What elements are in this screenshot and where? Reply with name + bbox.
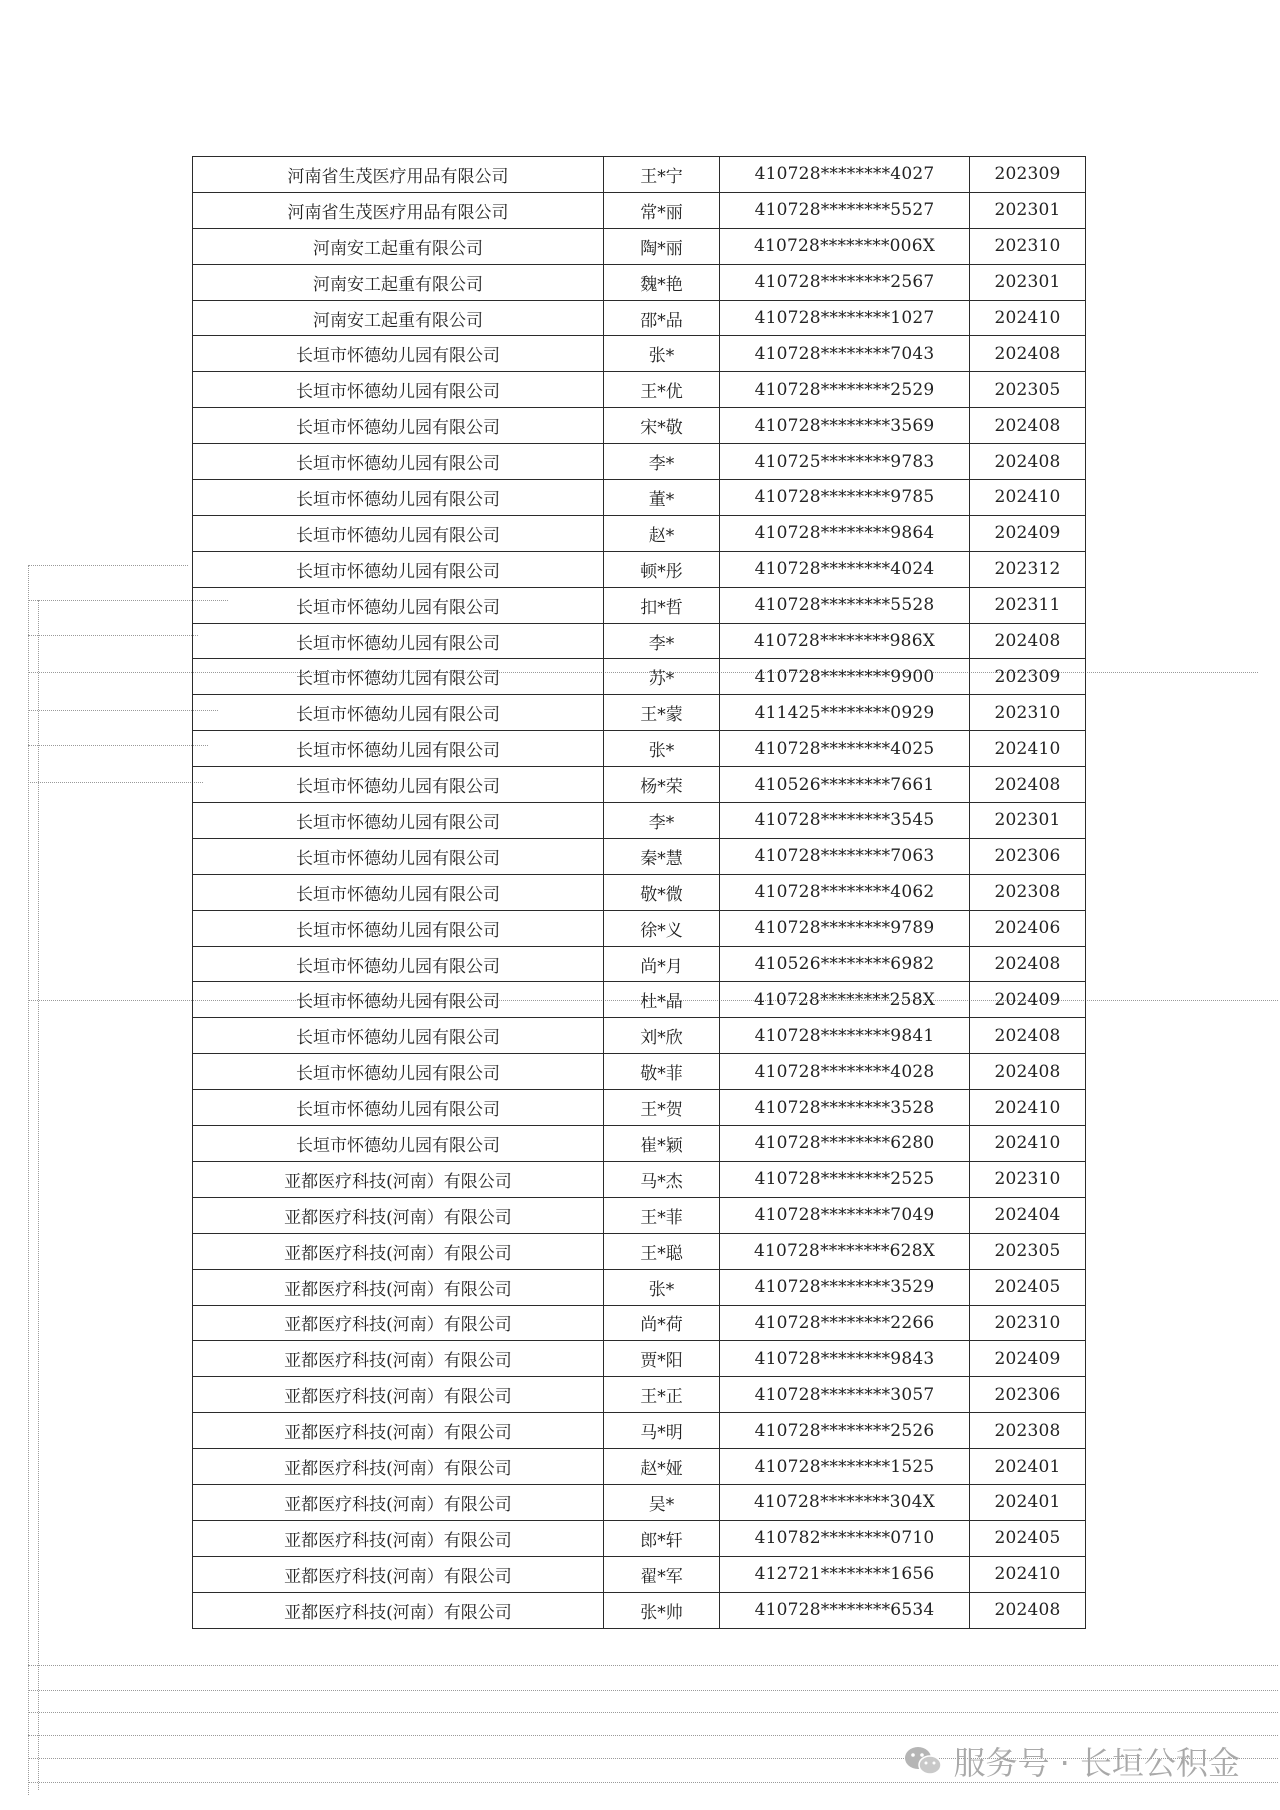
month-cell: 202312 bbox=[970, 551, 1086, 587]
month-cell: 202408 bbox=[970, 408, 1086, 444]
company-cell: 长垣市怀德幼儿园有限公司 bbox=[193, 336, 604, 372]
month-cell: 202408 bbox=[970, 767, 1086, 803]
month-cell: 202409 bbox=[970, 515, 1086, 551]
name-cell: 尚*荷 bbox=[604, 1305, 720, 1341]
table-row bbox=[193, 767, 1086, 803]
table-row bbox=[193, 551, 1086, 587]
company-cell: 河南省生茂医疗用品有限公司 bbox=[193, 157, 604, 193]
month-cell: 202410 bbox=[970, 300, 1086, 336]
id-number-cell: 410728********9789 bbox=[720, 910, 970, 946]
month-cell: 202311 bbox=[970, 587, 1086, 623]
month-cell: 202305 bbox=[970, 372, 1086, 408]
company-cell: 亚都医疗科技(河南）有限公司 bbox=[193, 1341, 604, 1377]
month-cell: 202404 bbox=[970, 1197, 1086, 1233]
id-number-cell: 410728********9785 bbox=[720, 480, 970, 516]
table-row bbox=[193, 264, 1086, 300]
table-row bbox=[193, 587, 1086, 623]
id-number-cell: 410728********006X bbox=[720, 228, 970, 264]
name-cell: 刘*欣 bbox=[604, 1018, 720, 1054]
table-row bbox=[193, 444, 1086, 480]
month-cell: 202409 bbox=[970, 982, 1086, 1018]
company-cell: 长垣市怀德幼儿园有限公司 bbox=[193, 803, 604, 839]
id-number-cell: 410728********9841 bbox=[720, 1018, 970, 1054]
month-cell: 202309 bbox=[970, 157, 1086, 193]
roster-table-wrapper bbox=[192, 156, 1085, 1629]
name-cell: 秦*慧 bbox=[604, 838, 720, 874]
month-cell: 202408 bbox=[970, 336, 1086, 372]
company-cell: 长垣市怀德幼儿园有限公司 bbox=[193, 838, 604, 874]
company-cell: 长垣市怀德幼儿园有限公司 bbox=[193, 1090, 604, 1126]
table-row bbox=[193, 803, 1086, 839]
table-row bbox=[193, 1161, 1086, 1197]
month-cell: 202408 bbox=[970, 623, 1086, 659]
name-cell: 陶*丽 bbox=[604, 228, 720, 264]
table-row bbox=[193, 1305, 1086, 1341]
table-row bbox=[193, 157, 1086, 193]
table-row bbox=[193, 1233, 1086, 1269]
table-row bbox=[193, 480, 1086, 516]
month-cell: 202306 bbox=[970, 838, 1086, 874]
id-number-cell: 410728********3528 bbox=[720, 1090, 970, 1126]
month-cell: 202301 bbox=[970, 264, 1086, 300]
name-cell: 杨*荣 bbox=[604, 767, 720, 803]
id-number-cell: 410728********5527 bbox=[720, 192, 970, 228]
company-cell: 河南省生茂医疗用品有限公司 bbox=[193, 192, 604, 228]
company-cell: 长垣市怀德幼儿园有限公司 bbox=[193, 910, 604, 946]
table-row bbox=[193, 1556, 1086, 1592]
company-cell: 亚都医疗科技(河南）有限公司 bbox=[193, 1520, 604, 1556]
month-cell: 202308 bbox=[970, 874, 1086, 910]
month-cell: 202309 bbox=[970, 659, 1086, 695]
table-row bbox=[193, 300, 1086, 336]
company-cell: 亚都医疗科技(河南）有限公司 bbox=[193, 1197, 604, 1233]
name-cell: 李* bbox=[604, 623, 720, 659]
id-number-cell: 410728********4028 bbox=[720, 1054, 970, 1090]
name-cell: 赵*娅 bbox=[604, 1449, 720, 1485]
company-cell: 长垣市怀德幼儿园有限公司 bbox=[193, 767, 604, 803]
table-row bbox=[193, 1054, 1086, 1090]
company-cell: 河南安工起重有限公司 bbox=[193, 300, 604, 336]
month-cell: 202401 bbox=[970, 1484, 1086, 1520]
name-cell: 董* bbox=[604, 480, 720, 516]
name-cell: 顿*彤 bbox=[604, 551, 720, 587]
company-cell: 长垣市怀德幼儿园有限公司 bbox=[193, 480, 604, 516]
id-number-cell: 410728********9900 bbox=[720, 659, 970, 695]
table-row bbox=[193, 228, 1086, 264]
month-cell: 202310 bbox=[970, 228, 1086, 264]
table-row bbox=[193, 515, 1086, 551]
month-cell: 202408 bbox=[970, 946, 1086, 982]
company-cell: 亚都医疗科技(河南）有限公司 bbox=[193, 1233, 604, 1269]
watermark-text: 服务号 · 长垣公积金 bbox=[953, 1744, 1240, 1782]
name-cell: 张* bbox=[604, 731, 720, 767]
name-cell: 王*正 bbox=[604, 1377, 720, 1413]
id-number-cell: 410728********2529 bbox=[720, 372, 970, 408]
name-cell: 吴* bbox=[604, 1484, 720, 1520]
id-number-cell: 410728********304X bbox=[720, 1484, 970, 1520]
id-number-cell: 410728********9843 bbox=[720, 1341, 970, 1377]
id-number-cell: 410728********3529 bbox=[720, 1269, 970, 1305]
month-cell: 202310 bbox=[970, 695, 1086, 731]
id-number-cell: 410728********7049 bbox=[720, 1197, 970, 1233]
id-number-cell: 412721********1656 bbox=[720, 1556, 970, 1592]
roster-table bbox=[192, 156, 1086, 1629]
table-row bbox=[193, 1018, 1086, 1054]
id-number-cell: 410728********4062 bbox=[720, 874, 970, 910]
company-cell: 长垣市怀德幼儿园有限公司 bbox=[193, 1018, 604, 1054]
month-cell: 202410 bbox=[970, 480, 1086, 516]
month-cell: 202410 bbox=[970, 1126, 1086, 1162]
company-cell: 长垣市怀德幼儿园有限公司 bbox=[193, 695, 604, 731]
month-cell: 202305 bbox=[970, 1233, 1086, 1269]
id-number-cell: 410728********3057 bbox=[720, 1377, 970, 1413]
company-cell: 亚都医疗科技(河南）有限公司 bbox=[193, 1269, 604, 1305]
month-cell: 202301 bbox=[970, 192, 1086, 228]
name-cell: 崔*颖 bbox=[604, 1126, 720, 1162]
name-cell: 徐*义 bbox=[604, 910, 720, 946]
id-number-cell: 411425********0929 bbox=[720, 695, 970, 731]
company-cell: 长垣市怀德幼儿园有限公司 bbox=[193, 372, 604, 408]
name-cell: 敬*菲 bbox=[604, 1054, 720, 1090]
company-cell: 长垣市怀德幼儿园有限公司 bbox=[193, 946, 604, 982]
company-cell: 河南安工起重有限公司 bbox=[193, 264, 604, 300]
name-cell: 马*杰 bbox=[604, 1161, 720, 1197]
month-cell: 202401 bbox=[970, 1449, 1086, 1485]
name-cell: 扣*哲 bbox=[604, 587, 720, 623]
company-cell: 亚都医疗科技(河南）有限公司 bbox=[193, 1556, 604, 1592]
name-cell: 常*丽 bbox=[604, 192, 720, 228]
month-cell: 202410 bbox=[970, 731, 1086, 767]
month-cell: 202306 bbox=[970, 1377, 1086, 1413]
table-row bbox=[193, 874, 1086, 910]
table-row bbox=[193, 838, 1086, 874]
name-cell: 宋*敬 bbox=[604, 408, 720, 444]
company-cell: 亚都医疗科技(河南）有限公司 bbox=[193, 1484, 604, 1520]
roster-table-body bbox=[193, 157, 1086, 1629]
id-number-cell: 410728********2526 bbox=[720, 1413, 970, 1449]
id-number-cell: 410728********986X bbox=[720, 623, 970, 659]
name-cell: 王*优 bbox=[604, 372, 720, 408]
company-cell: 亚都医疗科技(河南）有限公司 bbox=[193, 1413, 604, 1449]
name-cell: 王*贺 bbox=[604, 1090, 720, 1126]
table-row bbox=[193, 623, 1086, 659]
month-cell: 202405 bbox=[970, 1520, 1086, 1556]
id-number-cell: 410728********2266 bbox=[720, 1305, 970, 1341]
id-number-cell: 410728********2567 bbox=[720, 264, 970, 300]
company-cell: 长垣市怀德幼儿园有限公司 bbox=[193, 874, 604, 910]
table-row bbox=[193, 910, 1086, 946]
id-number-cell: 410728********258X bbox=[720, 982, 970, 1018]
company-cell: 长垣市怀德幼儿园有限公司 bbox=[193, 659, 604, 695]
name-cell: 李* bbox=[604, 803, 720, 839]
name-cell: 尚*月 bbox=[604, 946, 720, 982]
company-cell: 长垣市怀德幼儿园有限公司 bbox=[193, 515, 604, 551]
table-row bbox=[193, 192, 1086, 228]
table-row bbox=[193, 982, 1086, 1018]
id-number-cell: 410728********1525 bbox=[720, 1449, 970, 1485]
company-cell: 长垣市怀德幼儿园有限公司 bbox=[193, 1054, 604, 1090]
table-row bbox=[193, 336, 1086, 372]
id-number-cell: 410728********7043 bbox=[720, 336, 970, 372]
id-number-cell: 410725********9783 bbox=[720, 444, 970, 480]
table-row bbox=[193, 1413, 1086, 1449]
name-cell: 张*帅 bbox=[604, 1592, 720, 1628]
id-number-cell: 410728********3545 bbox=[720, 803, 970, 839]
watermark bbox=[903, 1738, 1240, 1784]
table-row bbox=[193, 1341, 1086, 1377]
name-cell: 李* bbox=[604, 444, 720, 480]
company-cell: 亚都医疗科技(河南）有限公司 bbox=[193, 1305, 604, 1341]
company-cell: 长垣市怀德幼儿园有限公司 bbox=[193, 444, 604, 480]
month-cell: 202410 bbox=[970, 1556, 1086, 1592]
table-row bbox=[193, 1126, 1086, 1162]
company-cell: 长垣市怀德幼儿园有限公司 bbox=[193, 408, 604, 444]
table-row bbox=[193, 372, 1086, 408]
id-number-cell: 410728********5528 bbox=[720, 587, 970, 623]
id-number-cell: 410526********6982 bbox=[720, 946, 970, 982]
company-cell: 亚都医疗科技(河南）有限公司 bbox=[193, 1161, 604, 1197]
month-cell: 202408 bbox=[970, 1018, 1086, 1054]
id-number-cell: 410728********4024 bbox=[720, 551, 970, 587]
name-cell: 郎*轩 bbox=[604, 1520, 720, 1556]
wechat-icon bbox=[903, 1744, 943, 1778]
id-number-cell: 410728********4025 bbox=[720, 731, 970, 767]
name-cell: 张* bbox=[604, 1269, 720, 1305]
table-row bbox=[193, 659, 1086, 695]
company-cell: 长垣市怀德幼儿园有限公司 bbox=[193, 1126, 604, 1162]
table-row bbox=[193, 1090, 1086, 1126]
id-number-cell: 410728********9864 bbox=[720, 515, 970, 551]
month-cell: 202409 bbox=[970, 1341, 1086, 1377]
id-number-cell: 410728********7063 bbox=[720, 838, 970, 874]
name-cell: 魏*艳 bbox=[604, 264, 720, 300]
id-number-cell: 410728********628X bbox=[720, 1233, 970, 1269]
table-row bbox=[193, 1449, 1086, 1485]
month-cell: 202408 bbox=[970, 1054, 1086, 1090]
month-cell: 202406 bbox=[970, 910, 1086, 946]
name-cell: 翟*军 bbox=[604, 1556, 720, 1592]
name-cell: 赵* bbox=[604, 515, 720, 551]
company-cell: 河南安工起重有限公司 bbox=[193, 228, 604, 264]
table-row bbox=[193, 946, 1086, 982]
company-cell: 长垣市怀德幼儿园有限公司 bbox=[193, 551, 604, 587]
month-cell: 202301 bbox=[970, 803, 1086, 839]
name-cell: 敬*微 bbox=[604, 874, 720, 910]
name-cell: 邵*品 bbox=[604, 300, 720, 336]
name-cell: 王*菲 bbox=[604, 1197, 720, 1233]
month-cell: 202410 bbox=[970, 1090, 1086, 1126]
company-cell: 亚都医疗科技(河南）有限公司 bbox=[193, 1377, 604, 1413]
id-number-cell: 410728********4027 bbox=[720, 157, 970, 193]
id-number-cell: 410728********3569 bbox=[720, 408, 970, 444]
month-cell: 202308 bbox=[970, 1413, 1086, 1449]
id-number-cell: 410728********6534 bbox=[720, 1592, 970, 1628]
company-cell: 亚都医疗科技(河南）有限公司 bbox=[193, 1449, 604, 1485]
table-row bbox=[193, 1377, 1086, 1413]
name-cell: 王*蒙 bbox=[604, 695, 720, 731]
name-cell: 贾*阳 bbox=[604, 1341, 720, 1377]
table-row bbox=[193, 1592, 1086, 1628]
name-cell: 张* bbox=[604, 336, 720, 372]
table-row bbox=[193, 1269, 1086, 1305]
company-cell: 亚都医疗科技(河南）有限公司 bbox=[193, 1592, 604, 1628]
table-row bbox=[193, 1520, 1086, 1556]
id-number-cell: 410782********0710 bbox=[720, 1520, 970, 1556]
month-cell: 202405 bbox=[970, 1269, 1086, 1305]
month-cell: 202310 bbox=[970, 1161, 1086, 1197]
table-row bbox=[193, 1197, 1086, 1233]
month-cell: 202408 bbox=[970, 444, 1086, 480]
name-cell: 王*宁 bbox=[604, 157, 720, 193]
id-number-cell: 410526********7661 bbox=[720, 767, 970, 803]
id-number-cell: 410728********6280 bbox=[720, 1126, 970, 1162]
name-cell: 苏* bbox=[604, 659, 720, 695]
table-row bbox=[193, 695, 1086, 731]
company-cell: 长垣市怀德幼儿园有限公司 bbox=[193, 731, 604, 767]
month-cell: 202310 bbox=[970, 1305, 1086, 1341]
name-cell: 马*明 bbox=[604, 1413, 720, 1449]
name-cell: 王*聪 bbox=[604, 1233, 720, 1269]
table-row bbox=[193, 731, 1086, 767]
table-row bbox=[193, 408, 1086, 444]
company-cell: 长垣市怀德幼儿园有限公司 bbox=[193, 982, 604, 1018]
name-cell: 杜*晶 bbox=[604, 982, 720, 1018]
company-cell: 长垣市怀德幼儿园有限公司 bbox=[193, 623, 604, 659]
id-number-cell: 410728********1027 bbox=[720, 300, 970, 336]
id-number-cell: 410728********2525 bbox=[720, 1161, 970, 1197]
month-cell: 202408 bbox=[970, 1592, 1086, 1628]
table-row bbox=[193, 1484, 1086, 1520]
company-cell: 长垣市怀德幼儿园有限公司 bbox=[193, 587, 604, 623]
